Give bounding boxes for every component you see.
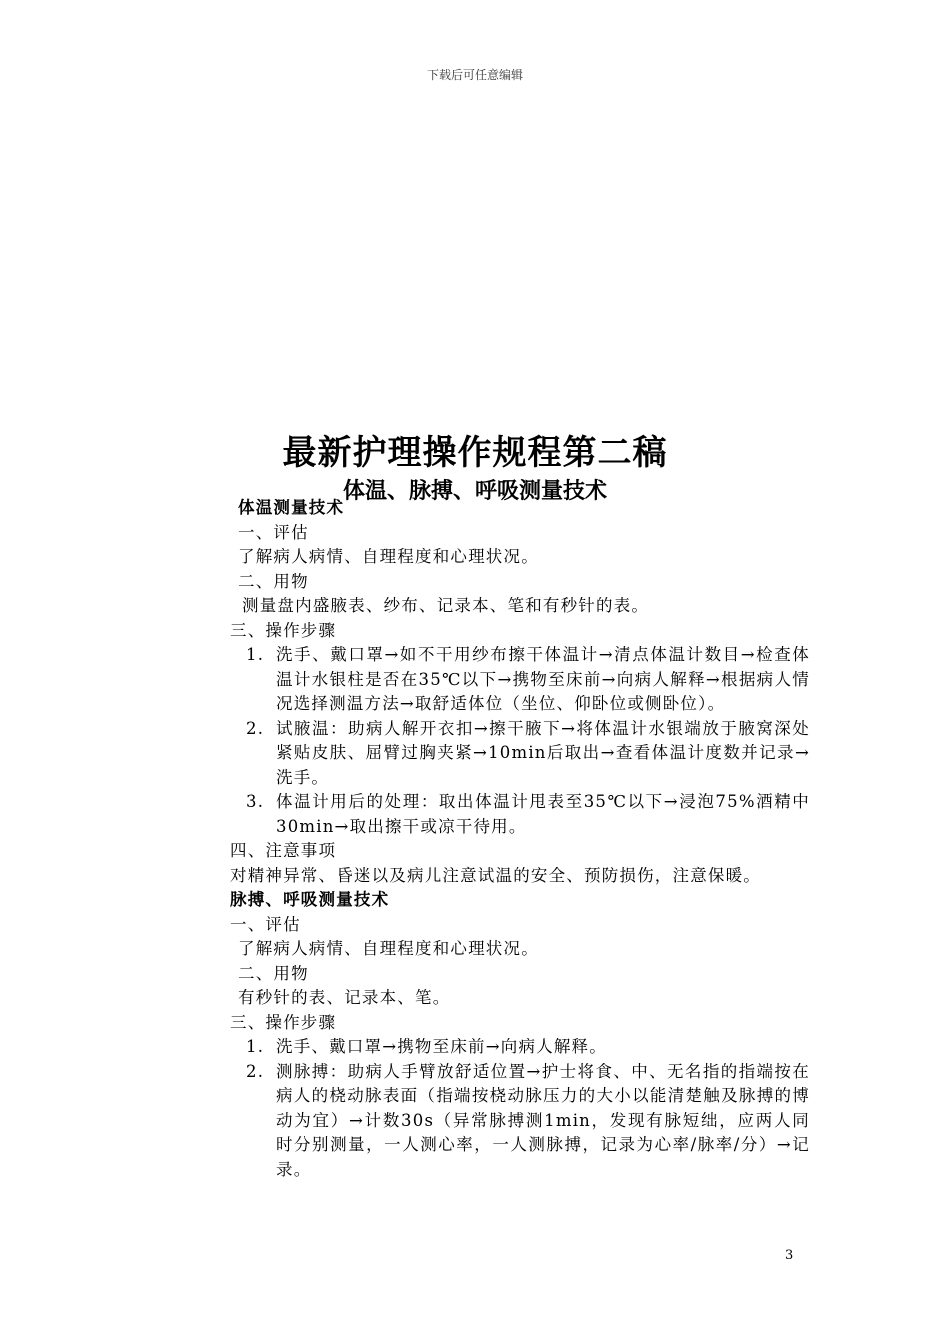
sub-heading: 三、操作步骤 [230, 1012, 337, 1032]
list-number: 1. [246, 645, 265, 664]
list-text: 洗手、戴口罩→携物至床前→向病人解释。 [276, 1037, 607, 1056]
list-number: 1. [246, 1037, 265, 1056]
sub-heading: 三、操作步骤 [230, 620, 337, 640]
list-number: 3. [246, 792, 265, 811]
document-title: 最新护理操作规程第二稿 [282, 433, 668, 473]
section-heading: 脉搏、呼吸测量技术 [230, 890, 390, 909]
list-item [230, 717, 810, 791]
list-text: 试腋温：助病人解开衣扣→擦干腋下→将体温计水银端放于腋窝深处紧贴皮肤、屈臂过胸夹紧→10min后取出→查看体温计度数并记录→洗手。 [276, 718, 810, 787]
list-item [230, 1035, 810, 1060]
page-header: 下载后可任意编辑 [426, 68, 523, 82]
list-number: 2. [246, 1061, 265, 1081]
paragraph: 有秒针的表、记录本、笔。 [238, 988, 451, 1007]
section-heading: 体温测量技术 [238, 498, 345, 517]
paragraph: 测量盘内盛腋表、纱布、记录本、笔和有秒针的表。 [242, 596, 650, 615]
paragraph: 了解病人病情、自理程度和心理状况。 [238, 939, 539, 958]
sub-heading: 一、评估 [238, 522, 309, 542]
page-number: 3 [785, 1248, 794, 1263]
paragraph: 对精神异常、昏迷以及病儿注意试温的安全、预防损伤，注意保暖。 [230, 865, 761, 885]
document-subtitle: 体温、脉搏、呼吸测量技术 [342, 479, 607, 504]
sub-heading: 二、用物 [238, 963, 309, 983]
list-item [230, 1060, 810, 1183]
list-text: 体温计用后的处理：取出体温计甩表至35℃以下→浸泡75%酒精中30min→取出擦干或凉干待用。 [276, 792, 810, 836]
sub-heading: 四、注意事项 [230, 841, 337, 860]
list-text: 测脉搏：助病人手臂放舒适位置→护士将食、中、无名指的指端按在病人的桡动脉表面（指端按桡动脉压力的大小以能清楚触及脉搏的博动为宜）→计数30s（异常脉搏测1min，发现有脉短绌，应两人同时分别测量，一人测心率，一人测脉搏，记录为心率/脉率/分）→记录。 [276, 1061, 810, 1179]
paragraph: 了解病人病情、自理程度和心理状况。 [238, 547, 539, 566]
list-item [230, 643, 810, 717]
sub-heading: 二、用物 [238, 571, 309, 591]
list-text: 洗手、戴口罩→如不干用纱布擦干体温计→清点体温计数目→检查体温计水银柱是否在35℃以下→携物至床前→向病人解释→根据病人情况选择测温方法→取舒适体位（坐位、仰卧位或侧卧位）。 [276, 645, 810, 713]
list-item [230, 790, 810, 839]
list-number: 2. [246, 718, 265, 738]
sub-heading: 一、评估 [230, 914, 301, 934]
document-body [230, 496, 810, 1182]
